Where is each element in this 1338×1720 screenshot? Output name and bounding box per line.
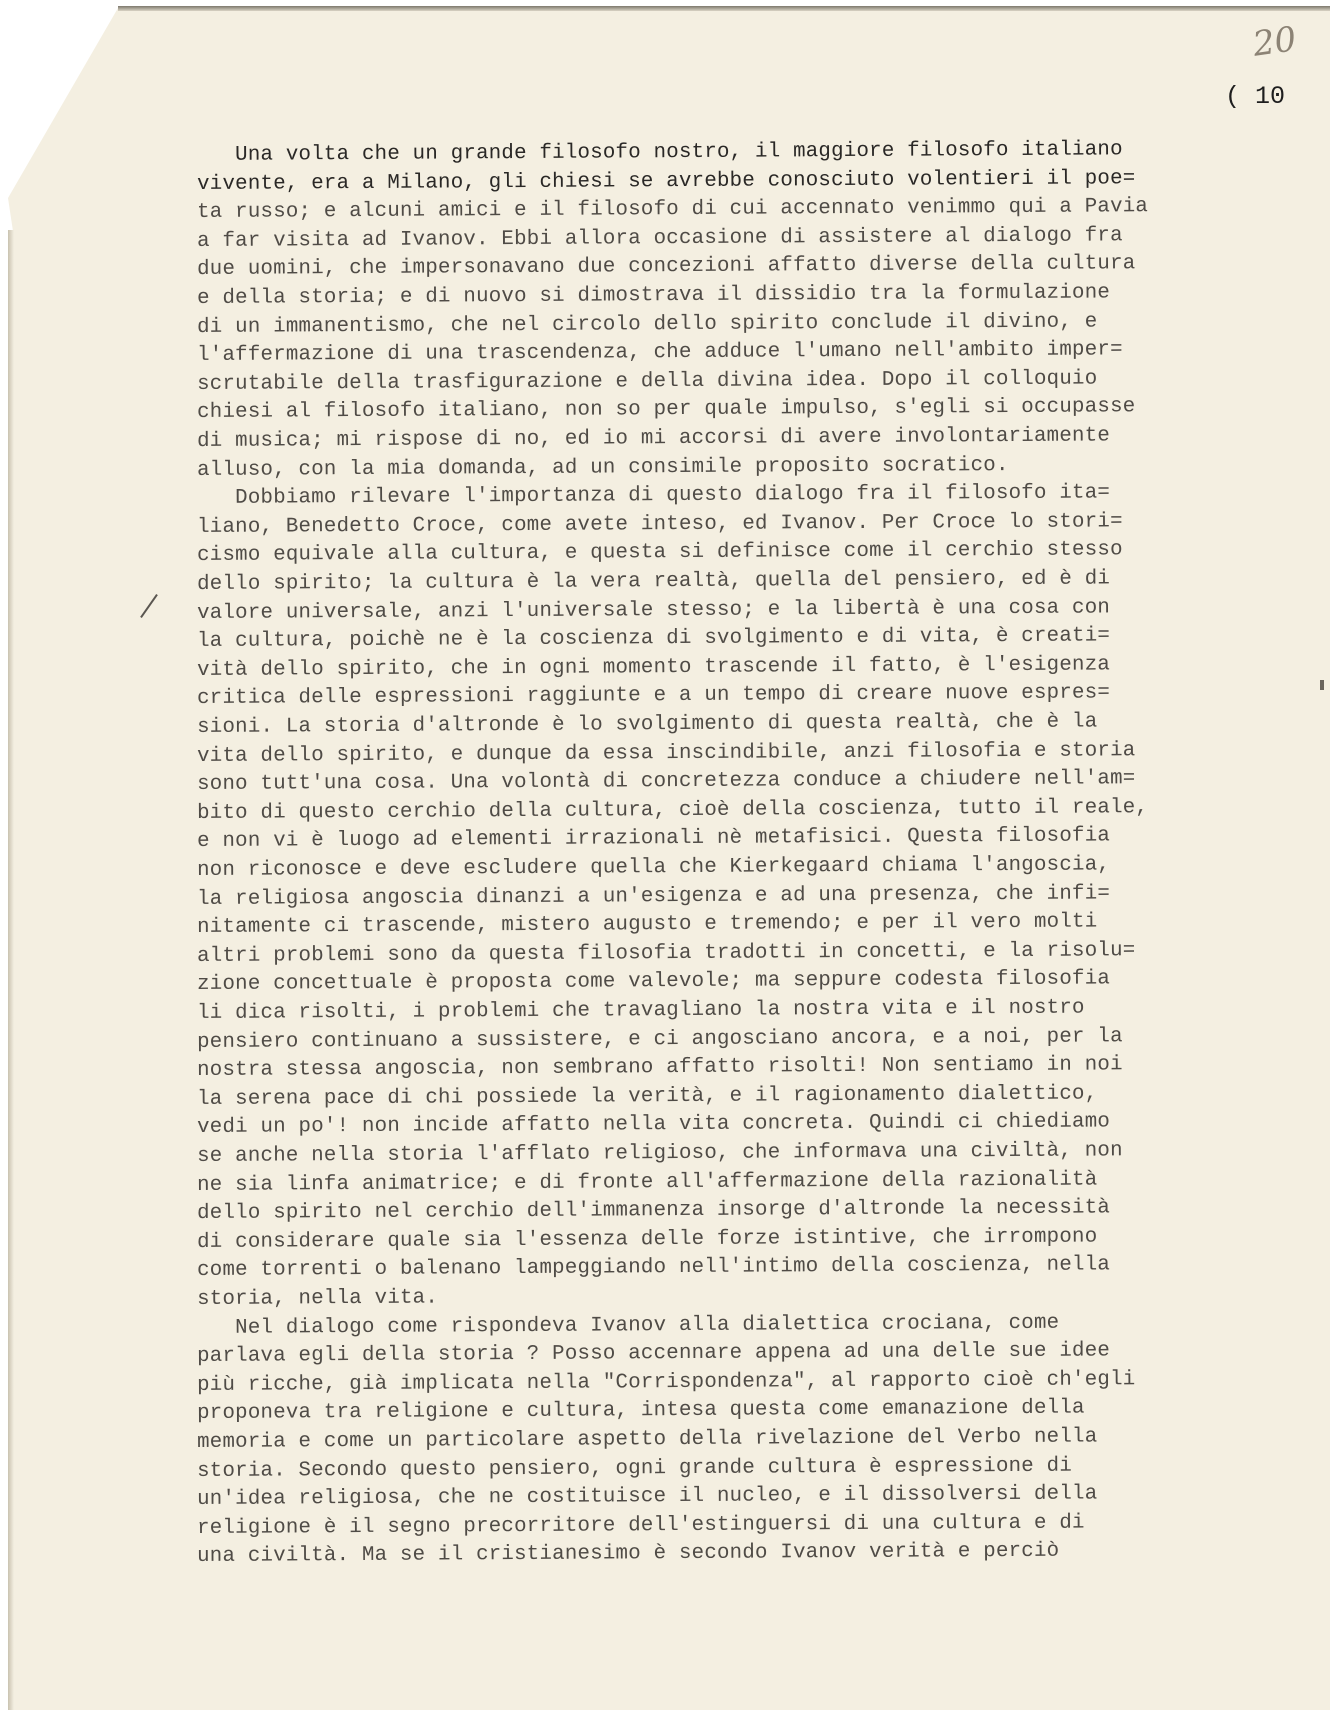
text-line: li dica risolti, i problemi che travagliano la nostra vita e il nostro bbox=[197, 996, 1085, 1025]
text-line: e non vi è luogo ad elementi irrazionali nè metafisici. Questa filosofia bbox=[197, 824, 1111, 854]
text-line: se anche nella storia l'afflato religioso, che informava una civiltà, non bbox=[197, 1139, 1123, 1168]
text-line: due uomini, che impersonavano due concezioni affatto diverse della cultura bbox=[197, 252, 1136, 282]
text-line: come torrenti o balenano lampeggiando nell'intimo della coscienza, nella bbox=[197, 1253, 1111, 1283]
text-line: sono tutt'una cosa. Una volontà di concretezza conduce a chiudere nell'am= bbox=[197, 767, 1136, 797]
text-line: alluso, con la mia domanda, ad un consimile proposito socratico. bbox=[197, 453, 1009, 482]
text-line: pensiero continuano a sussistere, e ci angosciano ancora, e a noi, per la bbox=[197, 1024, 1123, 1054]
text-line: vita dello spirito, e dunque da essa inscindibile, anzi filosofia e storia bbox=[197, 738, 1136, 768]
text-line: di considerare quale sia l'essenza delle forze istintive, che irrompono bbox=[197, 1225, 1098, 1254]
text-line: zione concettuale è proposta come valevole; ma seppure codesta filosofia bbox=[197, 967, 1111, 997]
page-number: ( 10 bbox=[1225, 82, 1286, 111]
text-line: più ricche, già implicata nella "Corrispondenza", al rapporto cioè ch'egli bbox=[197, 1368, 1136, 1397]
text-line: non riconosce e deve escludere quella che Kierkegaard chiama l'angoscia, bbox=[197, 853, 1111, 882]
text-line: scrutabile della trasfigurazione e della divina idea. Dopo il colloquio bbox=[197, 367, 1098, 396]
text-line: la cultura, poichè ne è la coscienza di svolgimento e di vita, è creati= bbox=[197, 624, 1111, 654]
text-line: sioni. La storia d'altronde è lo svolgimento di questa realtà, che è la bbox=[197, 710, 1098, 739]
text-line: critica delle espressioni raggiunte e a un tempo di creare nuove espres= bbox=[197, 681, 1111, 711]
text-line: a far visita ad Ivanov. Ebbi allora occasione di assistere al dialogo fra bbox=[197, 224, 1123, 253]
text-line: nitamente ci trascende, mistero augusto e tremendo; e per il vero molti bbox=[197, 910, 1098, 940]
text-line: bito di questo cerchio della cultura, cioè della coscienza, tutto il reale, bbox=[197, 795, 1149, 825]
text-line: dello spirito nel cerchio dell'immanenza insorge d'altronde la necessità bbox=[197, 1196, 1111, 1226]
text-line: cismo equivale alla cultura, e questa si definisce come il cerchio stesso bbox=[197, 538, 1123, 568]
text-line: storia, nella vita. bbox=[197, 1286, 439, 1311]
text-line: memoria e come un particolare aspetto della rivelazione del Verbo nella bbox=[197, 1425, 1098, 1454]
text-line: dello spirito; la cultura è la vera realtà, quella del pensiero, ed è di bbox=[197, 567, 1111, 596]
text-line: Dobbiamo rilevare l'importanza di questo dialogo fra il filosofo ita= bbox=[197, 481, 1111, 511]
text-line: un'idea religiosa, che ne costituisce il nucleo, e il dissolversi della bbox=[197, 1482, 1098, 1512]
text-line: l'affermazione di una trascendenza, che adduce l'umano nell'ambito imper= bbox=[197, 338, 1123, 368]
text-line: ne sia linfa animatrice; e di fronte all'affermazione della razionalità bbox=[197, 1168, 1098, 1197]
text-line: Una volta che un grande filosofo nostro, il maggiore filosofo italiano bbox=[197, 138, 1123, 167]
text-line: valore universale, anzi l'universale stesso; e la libertà è una cosa con bbox=[197, 596, 1111, 625]
text-line: di un immanentismo, che nel circolo dello spirito conclude il divino, e bbox=[197, 310, 1098, 339]
handwritten-archive-number: 20 bbox=[1250, 19, 1299, 65]
paper-fold-shadow bbox=[8, 230, 14, 1710]
text-line: di musica; mi rispose di no, ed io mi accorsi di avere involontariamente bbox=[197, 424, 1111, 453]
text-line: proponeva tra religione e cultura, intesa questa come emanazione della bbox=[197, 1396, 1085, 1426]
text-line: religione è il segno precorritore dell'estinguersi di una cultura e di bbox=[197, 1511, 1085, 1540]
text-line: vedi un po'! non incide affatto nella vita concreta. Quindi ci chiediamo bbox=[197, 1110, 1111, 1140]
text-line: nostra stessa angoscia, non sembrano affatto risolti! Non sentiamo in noi bbox=[197, 1053, 1123, 1083]
text-line: altri problemi sono da questa filosofia tradotti in concetti, e la risolu= bbox=[197, 939, 1136, 968]
text-line: una civiltà. Ma se il cristianesimo è secondo Ivanov verità e perciò bbox=[197, 1540, 1060, 1569]
text-line: chiesi al filosofo italiano, non so per quale impulso, s'egli si occupasse bbox=[197, 395, 1136, 425]
stacked-pages-edge bbox=[118, 6, 1330, 11]
text-line: e della storia; e di nuovo si dimostrava il dissidio tra la formulazione bbox=[197, 281, 1111, 310]
text-line: la serena pace di chi possiede la verità, e il ragionamento dialettico, bbox=[197, 1082, 1098, 1111]
text-line: vità dello spirito, che in ogni momento trascende il fatto, è l'esigenza bbox=[197, 653, 1111, 682]
text-line: ta russo; e alcuni amici e il filosofo di cui accennato venimmo qui a Pavia bbox=[197, 195, 1149, 225]
text-line: la religiosa angoscia dinanzi a un'esigenza e ad una presenza, che infi= bbox=[197, 882, 1111, 911]
text-line: storia. Secondo questo pensiero, ogni grande cultura è espressione di bbox=[197, 1454, 1073, 1483]
text-line: Nel dialogo come rispondeva Ivanov alla dialettica crociana, come bbox=[197, 1311, 1060, 1340]
text-line: vivente, era a Milano, gli chiesi se avrebbe conosciuto volentieri il poe= bbox=[197, 166, 1136, 196]
text-line: liano, Benedetto Croce, come avete inteso, ed Ivanov. Per Croce lo stori= bbox=[197, 510, 1123, 539]
text-line: parlava egli della storia ? Posso accennare appena ad una delle sue idee bbox=[197, 1339, 1111, 1369]
